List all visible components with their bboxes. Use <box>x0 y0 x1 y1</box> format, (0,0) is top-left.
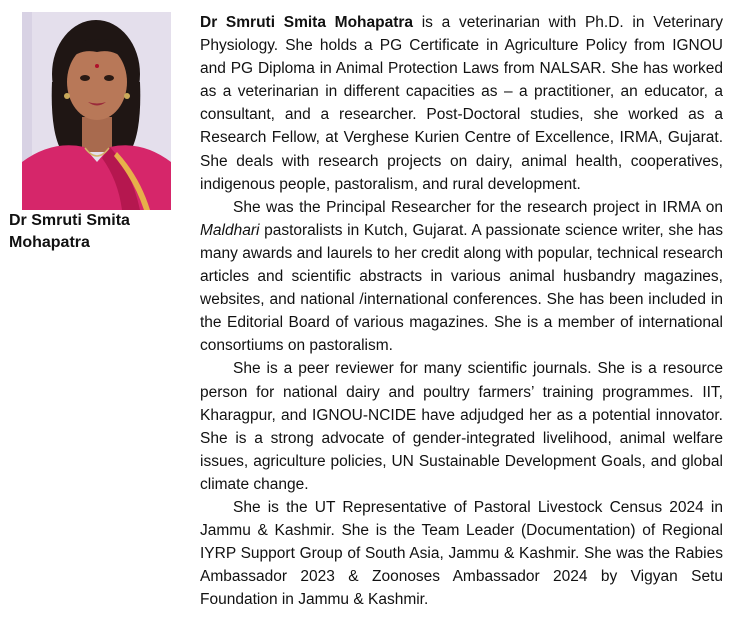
bio-paragraph-2-end: pastoralists in Kutch, Gujarat. A passionate science writer, she has many awards and laurels to her credit along with popular, technical research articles and scientific abstracts in various animal husbandry magazines, websites, and national /international conferences. She has been included in the Editorial Board of various magazines. She is a member of international consortiums on pastoralism. <box>200 221 723 355</box>
bio-paragraph-1 <box>200 11 723 196</box>
bio-paragraph-1-text: is a veterinarian with Ph.D. in Veterinary Physiology. She holds a PG Certificate in Agriculture Policy from IGNOU and PG Diploma in Animal Protection Laws from NALSAR. She has worked as a veterinarian in different capacities as – a practitioner, an educator, a consultant, and a researcher. Post-Doctoral studies, she worked as a Research Fellow, at Verghese Kurien Centre of Excellence, IRMA, Gujarat. She deals with research projects on dairy, animal health, cooperatives, indigenous people, pastoralism, and rural development. <box>200 14 723 193</box>
bio-paragraph-4: She is the UT Representative of Pastoral Livestock Census 2024 in Jammu & Kashmir. She is the Team Leader (Documentation) of Regional IYRP Support Group of South Asia, Jammu & Kashmir. She was the Rabies Ambassador 2023 & Zoonoses Ambassador 2024 by Vigyan Setu Foundation in Jammu & Kashmir. <box>200 498 723 609</box>
profile-caption <box>9 210 189 254</box>
caption-name-line1: Dr Smruti Smita <box>9 212 130 229</box>
bio-maldhari-term: Maldhari <box>200 221 260 239</box>
bio-paragraph-2 <box>200 196 723 358</box>
bio-paragraph-3: She is a peer reviewer for many scientific journals. She is a resource person for national dairy and poultry farmers’ training programmes. IIT, Kharagpur, and IGNOU-NCIDE have adjudged her as a potential innovator. She is a strong advocate of gender-integrated livelihood, animal welfare issues, agriculture policies, UN Sustainable Development Goals, and global climate change. <box>200 360 723 493</box>
biography <box>200 11 723 611</box>
bio-paragraph-2-start: She was the Principal Researcher for the research project in IRMA on <box>233 198 723 216</box>
profile-photo <box>22 12 171 210</box>
portrait-photo-icon <box>22 12 171 210</box>
caption-name-line2: Mohapatra <box>9 234 90 251</box>
bio-name: Dr Smruti Smita Mohapatra <box>200 14 414 31</box>
